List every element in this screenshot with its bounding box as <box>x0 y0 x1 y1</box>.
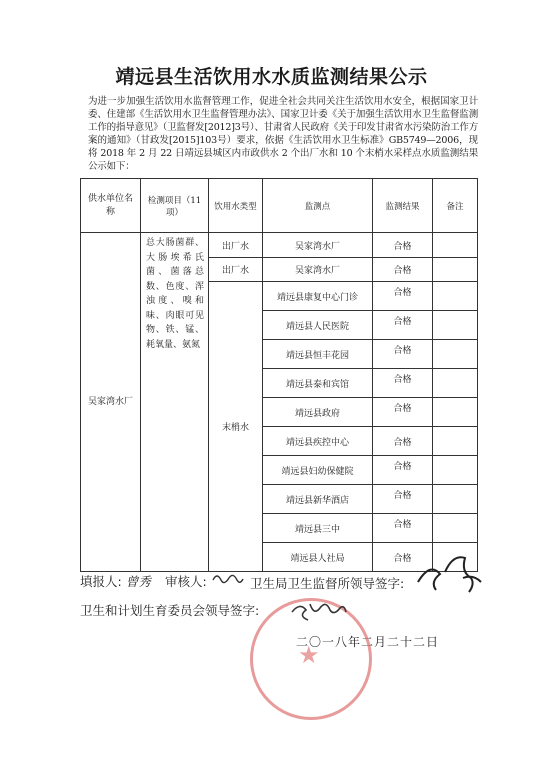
monitor-point: 靖远县恒丰花园 <box>263 340 373 369</box>
type-terminal: 末梢水 <box>209 282 263 572</box>
monitor-result: 合格 <box>373 282 433 311</box>
committee-signature <box>292 604 346 620</box>
header-unit: 供水单位名称 <box>81 179 141 233</box>
header-items: 检测项目（11 项） <box>141 179 209 233</box>
monitor-result: 合格 <box>373 514 433 543</box>
filler-label: 填报人: <box>80 574 122 589</box>
monitor-point: 靖远县政府 <box>263 398 373 427</box>
monitor-result: 合格 <box>373 543 433 572</box>
monitor-point: 靖远县人民医院 <box>263 311 373 340</box>
signing-date: 二〇一八年二月二十二日 <box>296 635 440 649</box>
monitor-point: 靖远县康复中心门诊 <box>263 282 373 311</box>
monitor-result: 合格 <box>373 369 433 398</box>
monitor-point: 吴家湾水厂 <box>263 233 373 258</box>
type-factory-2: 出厂水 <box>209 258 263 282</box>
bureau-sign-label: 卫生局卫生监督所领导签字: <box>250 576 405 591</box>
monitor-result: 合格 <box>373 485 433 514</box>
monitor-result: 合格 <box>373 340 433 369</box>
reviewer-label: 审核人: <box>165 574 207 589</box>
header-result: 监测结果 <box>373 179 433 233</box>
monitor-result: 合格 <box>373 456 433 485</box>
seal-star-icon: ★ <box>298 641 320 669</box>
monitor-point: 靖远县妇幼保健院 <box>263 456 373 485</box>
monitor-result: 合格 <box>373 258 433 282</box>
header-point: 监测点 <box>263 179 373 233</box>
monitor-result: 合格 <box>373 311 433 340</box>
monitor-result: 合格 <box>373 233 433 258</box>
committee-sign-label: 卫生和计划生育委员会领导签字: <box>80 603 260 618</box>
monitor-point: 吴家湾水厂 <box>263 258 373 282</box>
type-factory-1: 出厂水 <box>209 233 263 258</box>
monitor-point: 靖远县泰和宾馆 <box>263 369 373 398</box>
monitor-result: 合格 <box>373 398 433 427</box>
reviewer-signature <box>213 575 243 582</box>
monitor-point: 靖远县人社局 <box>263 543 373 572</box>
monitor-point: 靖远县疾控中心 <box>263 427 373 456</box>
header-remark: 备注 <box>433 179 478 233</box>
test-items: 总大肠菌群、大肠埃希氏菌、菌落总数、色度、浑浊度、嗅和味、肉眼可见物、铁、锰、耗氧量、氨氮 <box>141 233 209 572</box>
filler-signature: 曾秀 <box>125 574 151 589</box>
monitor-point: 靖远县新华酒店 <box>263 485 373 514</box>
intro-paragraph: 为进一步加强生活饮用水监督管理工作，促进全社会共同关注生活饮用水安全，根据国家卫计委、住建部《生活饮用水卫生监督管理办法》、国家卫计委《关于加强生活饮用水卫生监督监测工作的指导意见》（卫监督发[2012]3号）、甘肃省人民政府《关于印发甘肃省水污染防治工作方案的通知》（甘政发[2015]103号）要求，依据《生活饮用水卫生标准》GB5749—2006，现将 2018 年 2 月 22 日靖远县城区内市政供水 2 个出厂水和 10 个末梢水采样点水质监测结果公示如下： <box>88 96 478 172</box>
monitor-point: 靖远县三中 <box>263 514 373 543</box>
monitor-result: 合格 <box>373 427 433 456</box>
supplier-name: 吴家湾水厂 <box>81 233 141 572</box>
document-title: 靖远县生活饮用水水质监测结果公示 <box>115 66 428 88</box>
bureau-signature <box>418 557 481 592</box>
header-type: 饮用水类型 <box>209 179 263 233</box>
